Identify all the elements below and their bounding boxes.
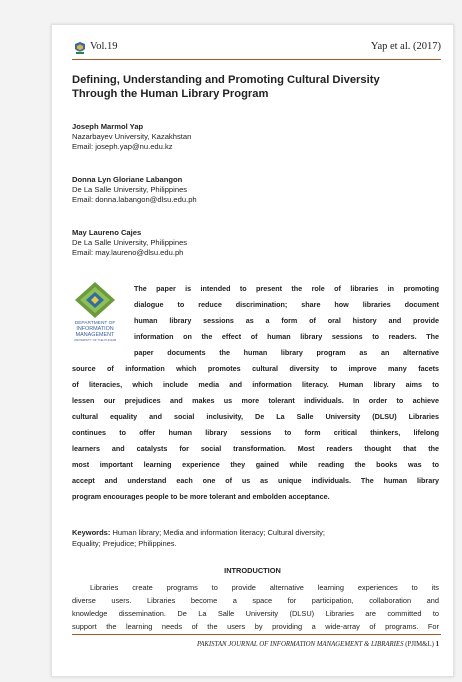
body-line: knowledge dissemination. De La Salle University (DLSU) Libraries are committed to <box>72 609 439 618</box>
department-emblem-icon <box>72 281 118 343</box>
abstract-line: paper documents the human library program as an alternative <box>134 348 439 357</box>
page-number: 1 <box>435 641 439 648</box>
author-block <box>72 175 197 205</box>
footer-rule <box>72 634 441 635</box>
journal-logo-icon <box>73 41 87 55</box>
keywords-text: Human library; Media and information literacy; Cultural diversity; <box>112 528 326 537</box>
abstract-line: of literacies, which include media and information literacy. Human library aims to <box>72 380 439 389</box>
author-name: Joseph Marmol Yap <box>72 122 144 131</box>
section-heading: INTRODUCTION <box>224 566 281 575</box>
keywords <box>72 527 439 549</box>
journal-name: PAKISTAN JOURNAL OF INFORMATION MANAGEMENT & LIBRARIES <box>196 641 404 648</box>
body-line: diverse users. Libraries become a space for participation, collaboration and <box>72 596 439 605</box>
running-footer <box>197 641 439 648</box>
paper-title <box>72 73 439 101</box>
running-header <box>72 39 441 57</box>
volume-label: Vol.19 <box>90 41 118 52</box>
abstract-line: program encourages people to be more tolerant and embolden acceptance. <box>72 492 330 501</box>
abstract-line: cultural equality and social inclusivity, De La Salle University (DLSU) Libraries <box>72 412 439 421</box>
author-affiliation: Nazarbayev University, Kazakhstan <box>72 132 192 141</box>
abstract-line: learners and catalysts for social transformation. Most readers thought that the <box>72 444 439 453</box>
paper-page <box>51 24 454 677</box>
body-line: Libraries create programs to provide alternative learning experiences to its <box>90 583 439 592</box>
title-line: Defining, Understanding and Promoting Cultural Diversity <box>72 74 380 86</box>
abstract-line: dialogue to reduce discrimination; share how libraries document <box>134 300 439 309</box>
abstract-line: information on the effect of human library sessions to readers. The <box>134 332 439 341</box>
emblem-text: INFORMATION <box>76 326 114 332</box>
header-rule <box>72 59 441 60</box>
emblem-text: UNIVERSITY OF THE PUNJAB <box>73 338 117 342</box>
author-block <box>72 122 191 152</box>
abstract-line: accept and understand each one of us as unique individuals. The human library <box>72 476 439 485</box>
author-email: Email: joseph.yap@nu.edu.kz <box>72 142 173 151</box>
author-name: Donna Lyn Gloriane Labangon <box>72 175 183 184</box>
abstract-line: source of information which promotes cultural diversity to improve many facets <box>72 364 439 373</box>
abstract-line: human library sessions as a form of oral history and provide <box>134 316 439 325</box>
abstract-line: The paper is intended to present the role of libraries in promoting <box>134 284 439 293</box>
emblem-text: MANAGEMENT <box>75 332 115 338</box>
abstract-line: continues to offer human library sessions to form critical thinkers, lifelong <box>72 428 439 437</box>
emblem-text: DEPARTMENT OF <box>74 321 116 326</box>
abstract-line: most important learning experience they gained while reading the books was to <box>72 460 439 469</box>
author-block <box>72 228 187 258</box>
author-email: Email: donna.labangon@dlsu.edu.ph <box>72 195 197 204</box>
authors-year: Yap et al. (2017) <box>370 41 441 52</box>
author-affiliation: De La Salle University, Philippines <box>72 238 188 247</box>
keywords-label: Keywords: <box>72 528 111 537</box>
keywords-text: Equality; Prejudice; Philippines. <box>72 539 177 548</box>
title-line: Through the Human Library Program <box>72 88 269 100</box>
author-affiliation: De La Salle University, Philippines <box>72 185 188 194</box>
body-line: support the learning needs of the users by providing a wide-array of programs. For <box>72 622 439 631</box>
abstract-line: lessen our prejudices and makes us more tolerant individuals. In order to achieve <box>72 396 439 405</box>
author-name: May Laureno Cajes <box>72 228 142 237</box>
author-email: Email: may.laureno@dlsu.edu.ph <box>72 248 184 257</box>
journal-abbr: (PJIM&L) <box>405 641 434 648</box>
